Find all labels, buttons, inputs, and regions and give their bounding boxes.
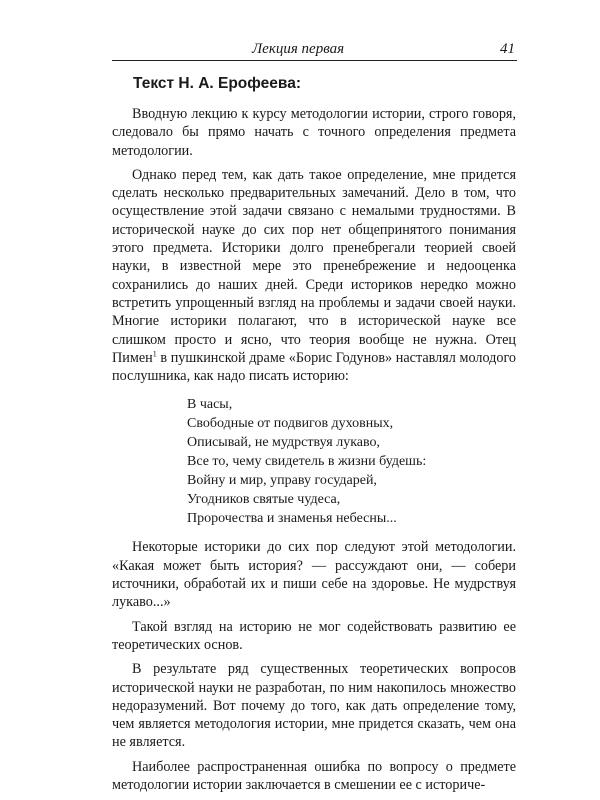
poem-quote bbox=[187, 395, 516, 528]
paragraph: Вводную лекцию к курсу методологии истории, строго говоря, следовало бы прямо начать с точного определения предмета методологии. bbox=[112, 106, 516, 159]
paragraph: Некоторые историки до сих пор следуют этой методологии. «Какая может быть история? — рассуждают они, — собери источники, обработай их и пиши себе на здоровье. Не мудрствуя лукаво...» bbox=[112, 539, 516, 611]
paragraph: Такой взгляд на историю не мог содействовать развитию ее теоретических основ. bbox=[112, 618, 516, 653]
paragraph: В результате ряд существенных теоретических вопросов исторической науки не разработан, по ним накопилось множество недоразумений. Вот почему до того, как дать определение тому, чем является методология истории, мне придется сказать, чем она не является. bbox=[112, 661, 516, 751]
section-title: Текст Н. А. Ерофеева: bbox=[133, 75, 301, 92]
poem-line: Пророчества и знаменья небесны... bbox=[187, 511, 397, 527]
footnote-marker: 1 bbox=[152, 349, 157, 359]
poem-line: Описывай, не мудрствуя лукаво, bbox=[187, 435, 381, 451]
paragraph-text: Однако перед тем, как дать такое определение, мне придется сделать несколько предварительных замечаний. Дело в том, что осуществление этой задачи связано с немалыми трудностями. В исторической науке до сих пор нет общепринятого понимания этого предмета. Историки долго пренебрегали теорией своей науки, в известной мере это пренебрежение и недооценка сохранились до наших дней. Среди историков нередко можно встретить упрощенный взгляд на проблемы и задачи своей науки. Многие историки полагают, что в исторической науке все слишком просто и ясно, что теория вообще не нужна. Отец Пимен bbox=[112, 166, 516, 366]
running-header bbox=[112, 40, 517, 61]
running-title: Лекция первая bbox=[252, 41, 345, 57]
paragraph-text-continued: в пушкинской драме «Борис Годунов» наставлял молодого послушника, как надо писать историю: bbox=[112, 349, 516, 385]
poem-line: Свободные от подвигов духовных, bbox=[187, 416, 394, 432]
page-number: 41 bbox=[500, 41, 515, 57]
poem-line: В часы, bbox=[187, 397, 233, 413]
poem-line: Угодников святые чудеса, bbox=[187, 492, 341, 508]
poem-line: Войну и мир, управу государей, bbox=[187, 473, 377, 489]
paragraph bbox=[112, 166, 516, 386]
paragraph: Наиболее распространенная ошибка по вопросу о предмете методологии истории заключается в смешении ее с историче- bbox=[112, 758, 516, 794]
body-text bbox=[112, 105, 516, 800]
poem-line: Все то, чему свидетель в жизни будешь: bbox=[187, 454, 427, 470]
